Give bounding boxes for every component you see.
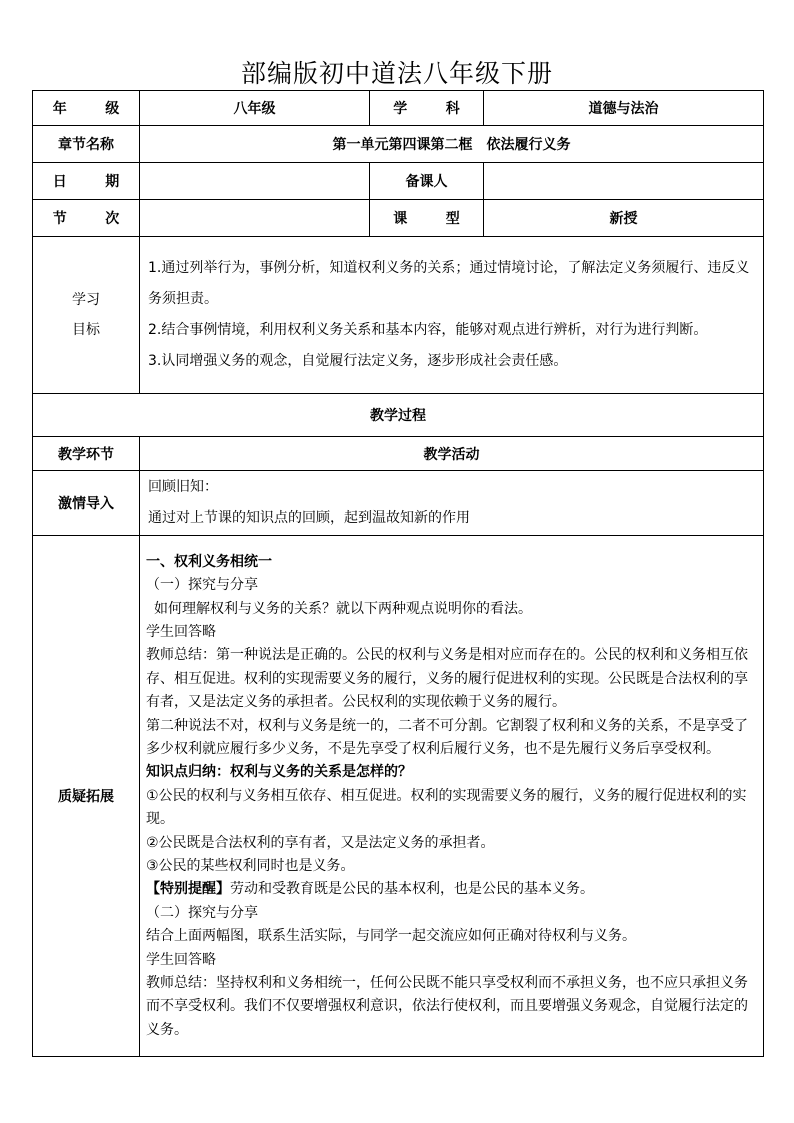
date-row xyxy=(33,163,764,200)
section-heading: 一、权利义务相统一 xyxy=(146,553,272,570)
goal-item: 2.结合事例情境，利用权利义务关系和基本内容，能够对观点进行辨析，对行为进行判断。 xyxy=(148,322,708,338)
knowledge-point: ②公民既是合法权利的享有者，又是法定义务的承担者。 xyxy=(146,834,495,851)
date-label: 日 期 xyxy=(33,163,140,200)
chapter-row xyxy=(33,126,764,163)
student-answer: 学生回答略 xyxy=(146,951,216,968)
discussion-prompt: 结合上面两幅图，联系生活实际，与同学一起交流应如何正确对待权利与义务。 xyxy=(146,928,636,945)
chapter-label: 章节名称 xyxy=(33,126,140,163)
special-note xyxy=(146,878,759,901)
teacher-summary-3: 教师总结：坚持权利和义务相统一，任何公民既不能只享受权利而不承担义务，也不应只承担义务而不享受权利。我们不仅要增强权利意识，依法行使权利，而且要增强义务观念，自觉履行法定的义务。 xyxy=(146,975,748,1038)
explore-content xyxy=(140,536,764,1057)
question-text: 如何理解权利与义务的关系？就以下两种观点说明你的看法。 xyxy=(154,600,532,617)
explore-label: 质疑拓展 xyxy=(33,536,140,1057)
teacher-summary-2: 第二种说法不对，权利与义务是统一的，二者不可分割。它割裂了权利和义务的关系，不是享受了多少权利就应履行多少义务，不是先享受了权利后履行义务，也不是先履行义务后享受权利。 xyxy=(146,717,748,757)
intro-line: 回顾旧知： xyxy=(148,479,218,495)
preparer-label: 备课人 xyxy=(370,163,484,200)
knowledge-point: ①公民的权利与义务相互依存、相互促进。权利的实现需要义务的履行，义务的履行促进权利的实现。 xyxy=(146,787,747,828)
grade-row xyxy=(33,91,764,126)
sub-heading: （二）探究与分享 xyxy=(146,904,258,921)
period-label: 节 次 xyxy=(33,200,140,237)
stage-header-row xyxy=(33,437,764,471)
intro-line: 通过对上节课的知识点的回顾，起到温故知新的作用 xyxy=(148,510,470,526)
page-title: 部编版初中道法八年级下册 xyxy=(240,59,553,88)
explore-row xyxy=(33,536,764,1057)
sub-heading: （一）探究与分享 xyxy=(146,577,258,594)
lesson-plan-table xyxy=(32,90,764,1057)
stage-header: 教学环节 xyxy=(33,437,140,471)
process-header-row xyxy=(33,394,764,437)
type-label: 课 型 xyxy=(370,200,484,237)
goals-content xyxy=(140,237,764,394)
goals-label-line1: 学习 xyxy=(72,292,100,308)
grade-label: 年 级 xyxy=(33,91,140,126)
subject-label: 学 科 xyxy=(370,91,484,126)
period-value xyxy=(140,200,370,237)
knowledge-heading: 知识点归纳：权利与义务的关系是怎样的？ xyxy=(146,764,412,781)
special-note-tag: 【特别提醒】 xyxy=(146,881,230,898)
teacher-summary: 教师总结：第一种说法是正确的。公民的权利与义务是相对应而存在的。公民的权利和义务相互依存、相互促进。权利的实现需要义务的履行，义务的履行促进权利的实现。公民既是合法权利的享有者，又是法定义务的承担者。公民权利的实现依赖于义务的履行。 xyxy=(146,647,748,711)
subject-value: 道德与法治 xyxy=(484,91,764,126)
student-answer: 学生回答略 xyxy=(146,623,216,640)
intro-row xyxy=(33,471,764,536)
grade-value: 八年级 xyxy=(140,91,370,126)
chapter-value: 第一单元第四课第二框 依法履行义务 xyxy=(140,126,764,163)
date-value xyxy=(140,163,370,200)
type-value: 新授 xyxy=(484,200,764,237)
intro-label: 激情导入 xyxy=(33,471,140,536)
goals-label-line2: 目标 xyxy=(72,322,100,338)
process-header: 教学过程 xyxy=(33,394,764,437)
period-row xyxy=(33,200,764,237)
preparer-value xyxy=(484,163,764,200)
goal-item: 1.通过列举行为，事例分析，知道权利义务的关系；通过情境讨论，了解法定义务须履行、违反义务须担责。 xyxy=(148,260,750,307)
special-note-text: 劳动和受教育既是公民的基本权利，也是公民的基本义务。 xyxy=(230,881,594,898)
intro-content xyxy=(140,471,764,536)
activity-header: 教学活动 xyxy=(140,437,764,471)
goals-label xyxy=(33,237,140,394)
goals-row xyxy=(33,237,764,394)
knowledge-point: ③公民的某些权利同时也是义务。 xyxy=(146,858,355,875)
goal-item: 3.认同增强义务的观念，自觉履行法定义务，逐步形成社会责任感。 xyxy=(148,353,568,369)
